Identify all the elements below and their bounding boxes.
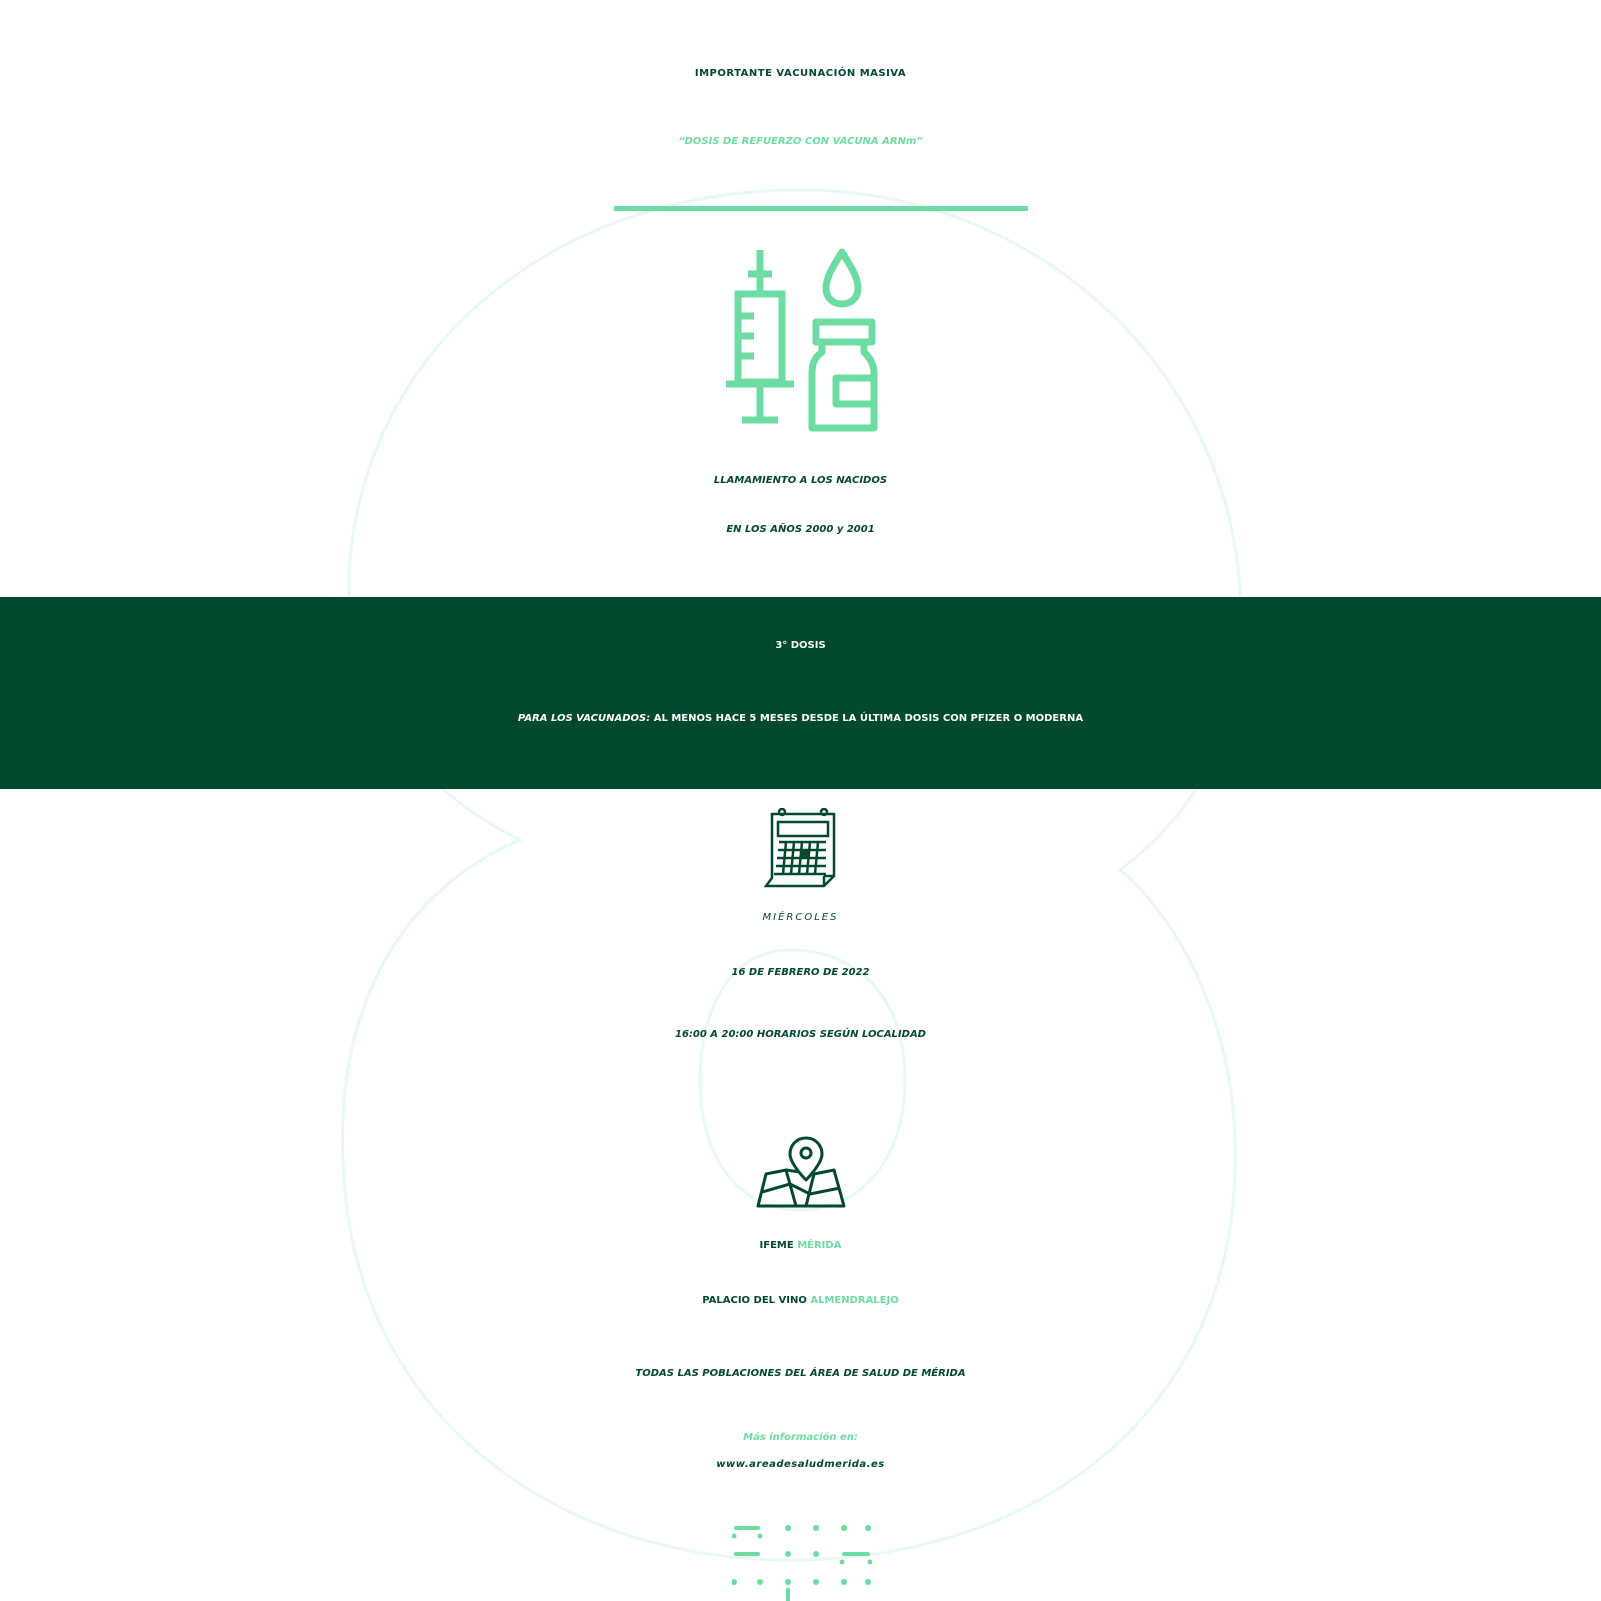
dose-banner [0,597,1601,789]
call-line-1: LLAMAMIENTO A LOS NACIDOS [713,475,888,486]
vial-drop-icon [808,248,880,436]
schedule-time: 16:00 A 20:00 HORARIOS SEGÚN LOCALIDAD [674,1029,926,1040]
page-title: IMPORTANTE VACUNACIÓN MASIVA [694,68,907,79]
schedule-date: 16 DE FEBRERO DE 2022 [731,967,870,978]
dose-title: 3° DOSIS [775,640,826,651]
call-line-2: EN LOS AÑOS 2000 y 2001 [726,524,875,535]
area-coverage: TODAS LAS POBLACIONES DEL ÁREA DE SALUD DE MÉRIDA [635,1368,966,1379]
venue-ifeme: IFEME [759,1240,794,1251]
requirement-text: AL MENOS HACE 5 MESES DESDE LA ÚLTIMA DOSIS CON PFIZER O MODERNA [650,713,1084,724]
divider [614,206,1028,211]
more-info-label: Más información en: [743,1432,858,1443]
dots-pattern-icon [732,1522,872,1601]
dose-requirement [0,713,1601,724]
website-link[interactable]: www.areadesaludmerida.es [716,1459,885,1470]
location-line-1 [0,1240,1601,1251]
page-subtitle: “DOSIS DE REFUERZO CON VACUNA ARNm” [678,136,923,147]
map-pin-icon [756,1134,846,1210]
location-line-2 [0,1295,1601,1306]
city-almendralejo: ALMENDRALEJO [810,1295,899,1306]
requirement-label: PARA LOS VACUNADOS: [517,713,651,724]
calendar-icon [764,808,840,892]
city-merida: MÉRIDA [797,1240,842,1251]
venue-palacio: PALACIO DEL VINO [702,1295,807,1306]
schedule-day: MIÉRCOLES [762,912,839,923]
syringe-icon [724,248,796,432]
